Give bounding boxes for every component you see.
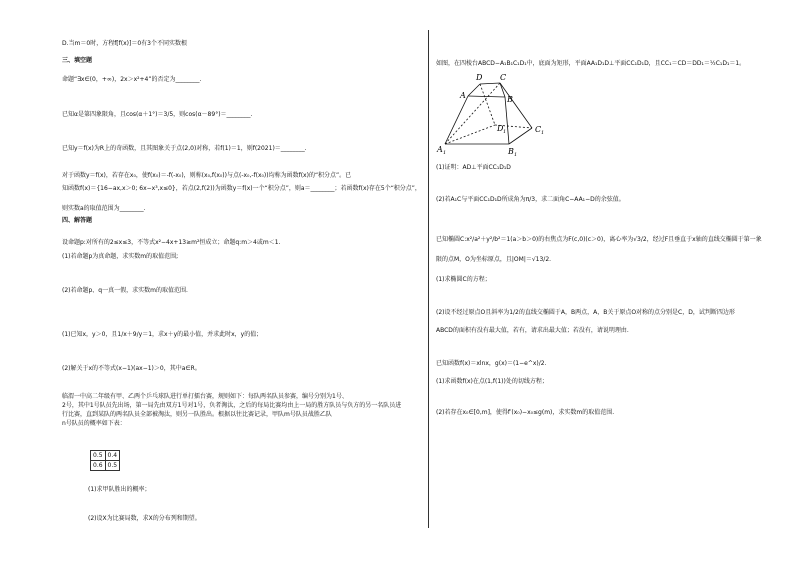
- table-row: [91, 461, 120, 471]
- label-c: C: [500, 73, 507, 82]
- label-a1: A: [437, 145, 443, 154]
- question-19-line-2: 2号，其中1号队员先出场，第一局先由双方1号对1号，负者淘汰，之后的每局比赛均由上一局的胜方队员与负方的另一名队员进: [62, 402, 402, 409]
- question-18-part-1: (1)已知x，y＞0，且1/x＋9/y＝1，求x＋y的最小值，并求此时x，y的值；: [62, 331, 263, 338]
- table-cell: 0.6: [91, 461, 106, 471]
- question-18-part-2: (2)解关于x的不等式(x−1)(ax−1)＞0，其中a∈R。: [62, 365, 201, 372]
- question-16-line-3: 则实数a的取值范围为________.: [62, 205, 146, 212]
- question-20-part-1: (1)证明：AD⊥平面CC₁D₁D: [436, 164, 511, 171]
- label-d1-sub: 1: [503, 129, 507, 135]
- column-divider: [428, 30, 429, 528]
- label-b1: B: [508, 147, 514, 156]
- question-21-part-2-line-1: (2)设不经过原点O且斜率为1/2的直线交椭圆于A，B两点，A，B关于原点O对称的点分别是C，D，试判断四边形: [436, 309, 735, 316]
- table-row: [91, 451, 120, 461]
- question-22-part-2: (2)若存在x₀∈[0,m]，使得f′(x₀)−x₀≤g(m)，求实数m的取值范围.: [436, 409, 615, 416]
- question-19-part-1: (1)求甲队胜出的概率；: [88, 486, 151, 493]
- question-19-line-3: 行比赛，直到某队的两名队员全部被淘汰，则另一队胜出。根据以往比赛记录，甲队m号队员战胜乙队: [62, 411, 332, 418]
- question-14: 已知α是第四象限角，且cos(α＋1°)＝3/5，则cos(α－89°)＝________.: [62, 111, 253, 118]
- question-17: 设命题p:对所有的2≤x≤3，不等式x²−4x+13≥m²恒成立；命题q:m＞4或m＜1.: [62, 239, 281, 246]
- question-22-part-1: (1)求函数f(x)在点(1,f(1))处的切线方程；: [436, 378, 548, 385]
- question-12-option-d: D.当m＝0时，方程f[f(x)]＝0有3个不同实数根: [62, 40, 187, 47]
- table-cell: 0.5: [105, 461, 120, 471]
- question-21-line-2: 限的点M，O为坐标原点，且|OM|＝√13/2.: [436, 256, 552, 263]
- label-a1-sub: 1: [443, 150, 447, 156]
- question-20: 如图，在四棱台ABCD−A₁B₁C₁D₁中，底面为矩形，平面AA₁D₁D⊥平面CC₁D₁D，且CC₁＝CD＝DD₁＝½C₁D₁＝1。: [436, 60, 746, 67]
- question-19-part-2: (2)设X为比赛局数，求X的分布列和期望。: [88, 515, 201, 522]
- question-21-part-1: (1)求椭圆C的方程；: [436, 276, 491, 283]
- label-a: A: [460, 91, 466, 100]
- label-d: D: [476, 73, 483, 82]
- label-b: B: [507, 95, 513, 104]
- section-3-heading: 三、填空题: [62, 57, 93, 64]
- question-16-line-2: 知函数f(x)＝{16−ax,x＞0; 6x−x³,x≤0}，若点(2,f(2))为函数y＝f(x)一个“积分点”，则a＝________；若函数f(x)存在5个“积分点”，: [62, 185, 421, 192]
- table-cell: 0.4: [105, 451, 120, 461]
- label-d1: D: [497, 124, 504, 133]
- question-20-part-2: (2)若A₁C与平面CC₁D₁D所成角为π/3，求二面角C−AA₁−D的余弦值。: [436, 196, 625, 203]
- question-15: 已知y＝f(x)为R上的奇函数，且其图象关于点(2,0)对称，若f(1)＝1，则f(2021)＝________.: [62, 145, 307, 152]
- frustum-figure: [436, 70, 556, 160]
- question-21-line-1: 已知椭圆C:x²/a²＋y²/b²＝1(a＞b＞0)的右焦点为F(c,0)(c＞0)，离心率为√3/2，经过F且垂直于x轴的直线交椭圆于第一象: [436, 236, 762, 243]
- label-c1-sub: 1: [541, 130, 545, 136]
- question-22: 已知函数f(x)＝xlnx，g(x)＝(1−e^x)/2.: [436, 360, 547, 367]
- section-4-heading: 四、解答题: [62, 217, 93, 224]
- question-16-line-1: 对于函数y＝f(x)，若存在x₀，使f(x₀)＝-f(-x₀)，则称(x₀,f(x₀))与点(-x₀,-f(x₀))均称为函数f(x)的“积分点”。已: [62, 172, 352, 179]
- question-17-part-1: (1)若命题p为真命题，求实数m的取值范围;: [62, 253, 179, 260]
- table-cell: 0.5: [91, 451, 106, 461]
- label-c1: C: [535, 125, 542, 134]
- question-19-line-4: n号队员的概率如下表：: [62, 420, 126, 427]
- question-19-line-1: 临渭一中高二年级有甲、乙两个乒乓球队进行单打擂台赛，规则如下：每队两名队员参赛，编号分别为1号、: [62, 393, 348, 400]
- question-13: 命题“∃x∈(0，+∞)，2x＞x²+4”的否定为________.: [62, 76, 202, 83]
- probability-table: [90, 450, 120, 471]
- question-21-part-2-line-2: ABCD的面积有没有最大值，若有，请求出最大值；若没有，请说明理由.: [436, 327, 629, 334]
- question-17-part-2: (2)若命题p、q一真一假，求实数m的取值范围.: [62, 287, 188, 294]
- label-b1-sub: 1: [514, 152, 518, 158]
